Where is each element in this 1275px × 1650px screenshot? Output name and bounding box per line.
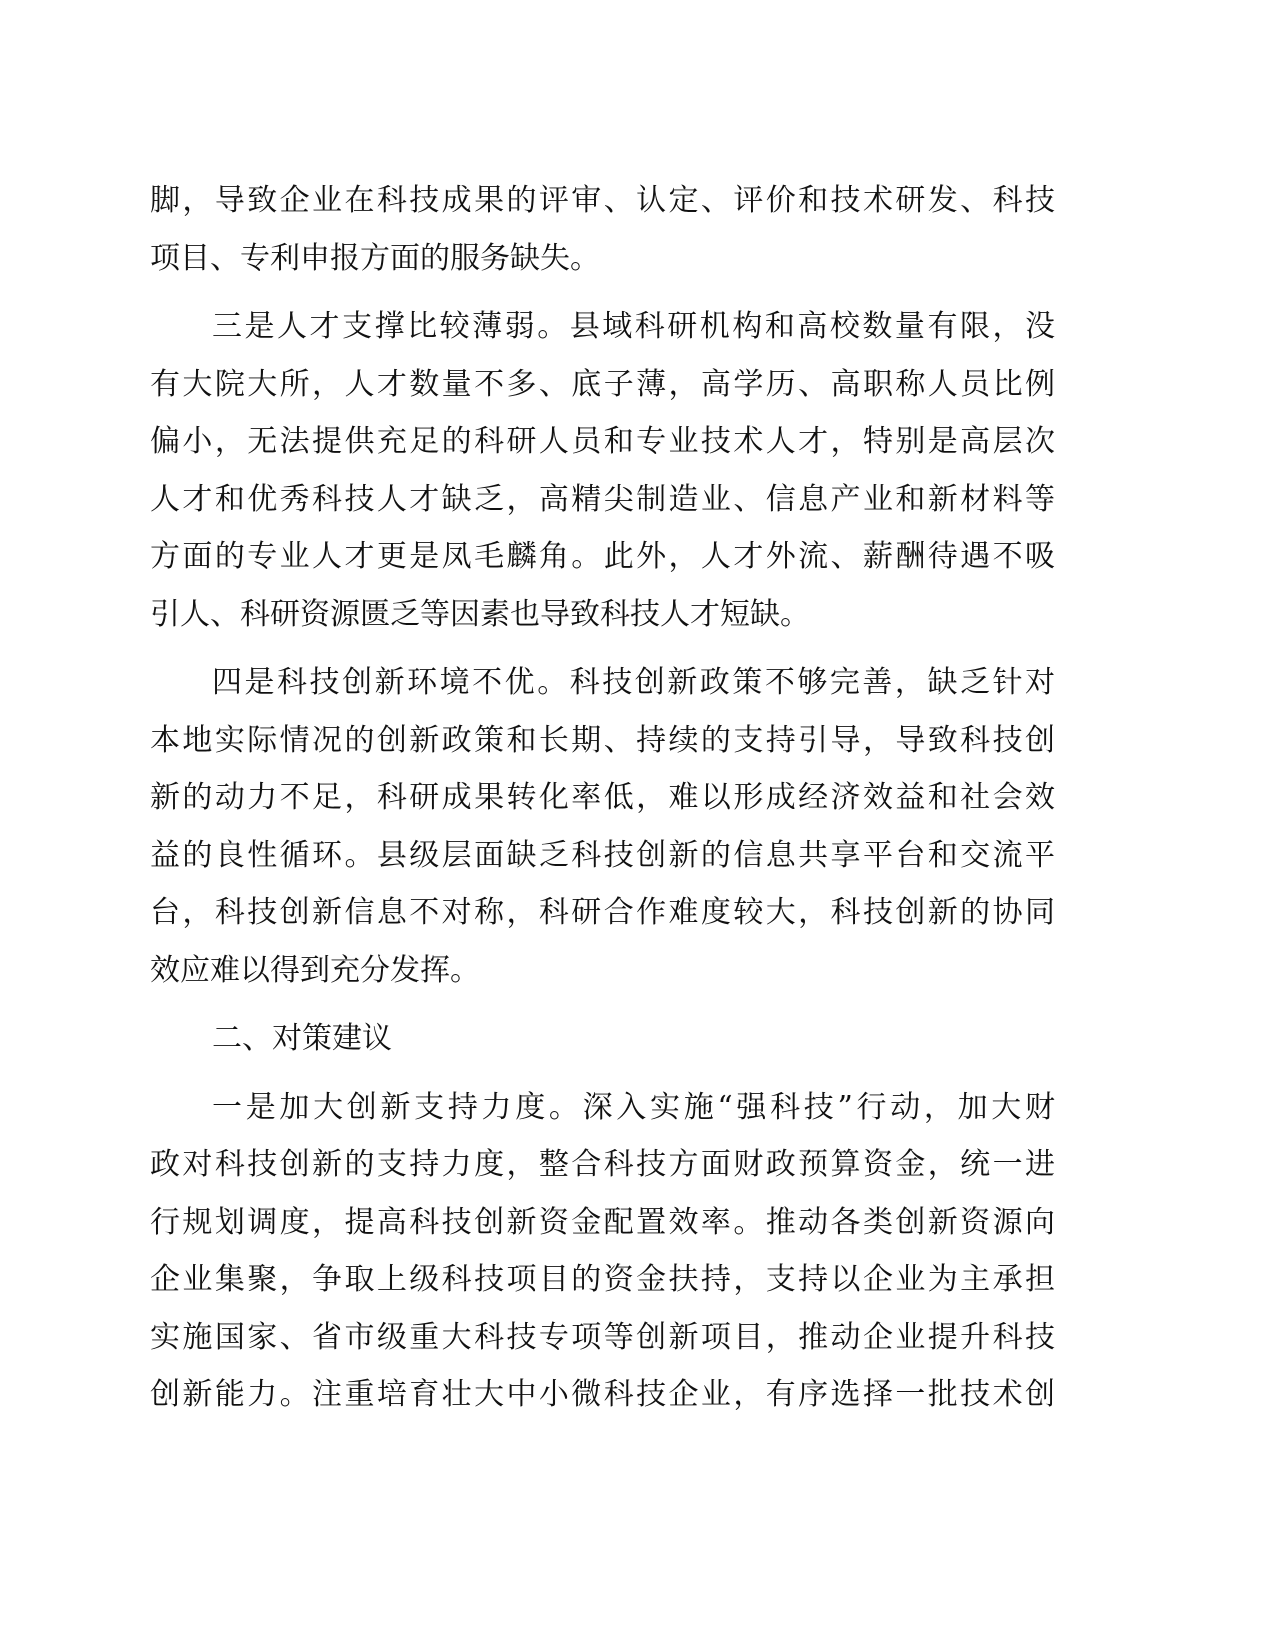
text-line: 台，科技创新信息不对称，科研合作难度较大，科技创新的协同 xyxy=(150,895,1055,930)
paragraph-innovation-support xyxy=(150,1079,1055,1424)
text-line: 人才和优秀科技人才缺乏，高精尖制造业、信息产业和新材料等 xyxy=(150,481,1055,517)
body-text xyxy=(150,172,1055,1424)
paragraph-gap xyxy=(150,643,1055,654)
text-line: 新的动力不足，科研成果转化率低，难以形成经济效益和社会效 xyxy=(150,780,1055,815)
paragraph-innovation-environment xyxy=(150,654,1055,999)
text-line: 政对科技创新的支持力度，整合科技方面财政预算资金，统一进 xyxy=(150,1147,1055,1182)
text-line: 创新能力。注重培育壮大中小微科技企业，有序选择一批技术创 xyxy=(150,1377,1055,1412)
text-line: 三是人才支撑比较薄弱。县域科研机构和高校数量有限，没 xyxy=(212,309,1055,344)
text-line: 四是科技创新环境不优。科技创新政策不够完善，缺乏针对 xyxy=(212,665,1055,700)
text-line: 实施国家、省市级重大科技专项等创新项目，推动企业提升科技 xyxy=(150,1319,1055,1355)
text-line: 效应难以得到充分发挥。 xyxy=(150,952,480,988)
paragraph-gap xyxy=(150,287,1055,298)
text-line: 偏小，无法提供充足的科研人员和专业技术人才，特别是高层次 xyxy=(150,424,1055,459)
text-line: 有大院大所，人才数量不多、底子薄，高学历、高职称人员比例 xyxy=(150,366,1055,402)
text-line: 脚，导致企业在科技成果的评审、认定、评价和技术研发、科技 xyxy=(150,183,1055,218)
text-line: 益的良性循环。县级层面缺乏科技创新的信息共享平台和交流平 xyxy=(150,837,1055,873)
paragraph-gap xyxy=(150,1068,1055,1079)
text-line: 企业集聚，争取上级科技项目的资金扶持，支持以企业为主承担 xyxy=(150,1262,1055,1297)
text-line: 行规划调度，提高科技创新资金配置效率。推动各类创新资源向 xyxy=(150,1204,1055,1240)
section-heading xyxy=(150,1010,1055,1068)
section-heading-text: 二、对策建议 xyxy=(212,1021,392,1056)
text-line: 引人、科研资源匮乏等因素也导致科技人才短缺。 xyxy=(150,596,810,632)
text-line: 本地实际情况的创新政策和长期、持续的支持引导，导致科技创 xyxy=(150,722,1055,758)
paragraph-continuation xyxy=(150,172,1055,287)
text-line: 方面的专业人才更是凤毛麟角。此外，人才外流、薪酬待遇不吸 xyxy=(150,539,1055,574)
text-line: 项目、专利申报方面的服务缺失。 xyxy=(150,240,600,276)
paragraph-talent-support xyxy=(150,298,1055,643)
paragraph-gap xyxy=(150,999,1055,1010)
text-line: 一是加大创新支持力度。深入实施“强科技”行动，加大财 xyxy=(212,1089,1055,1125)
